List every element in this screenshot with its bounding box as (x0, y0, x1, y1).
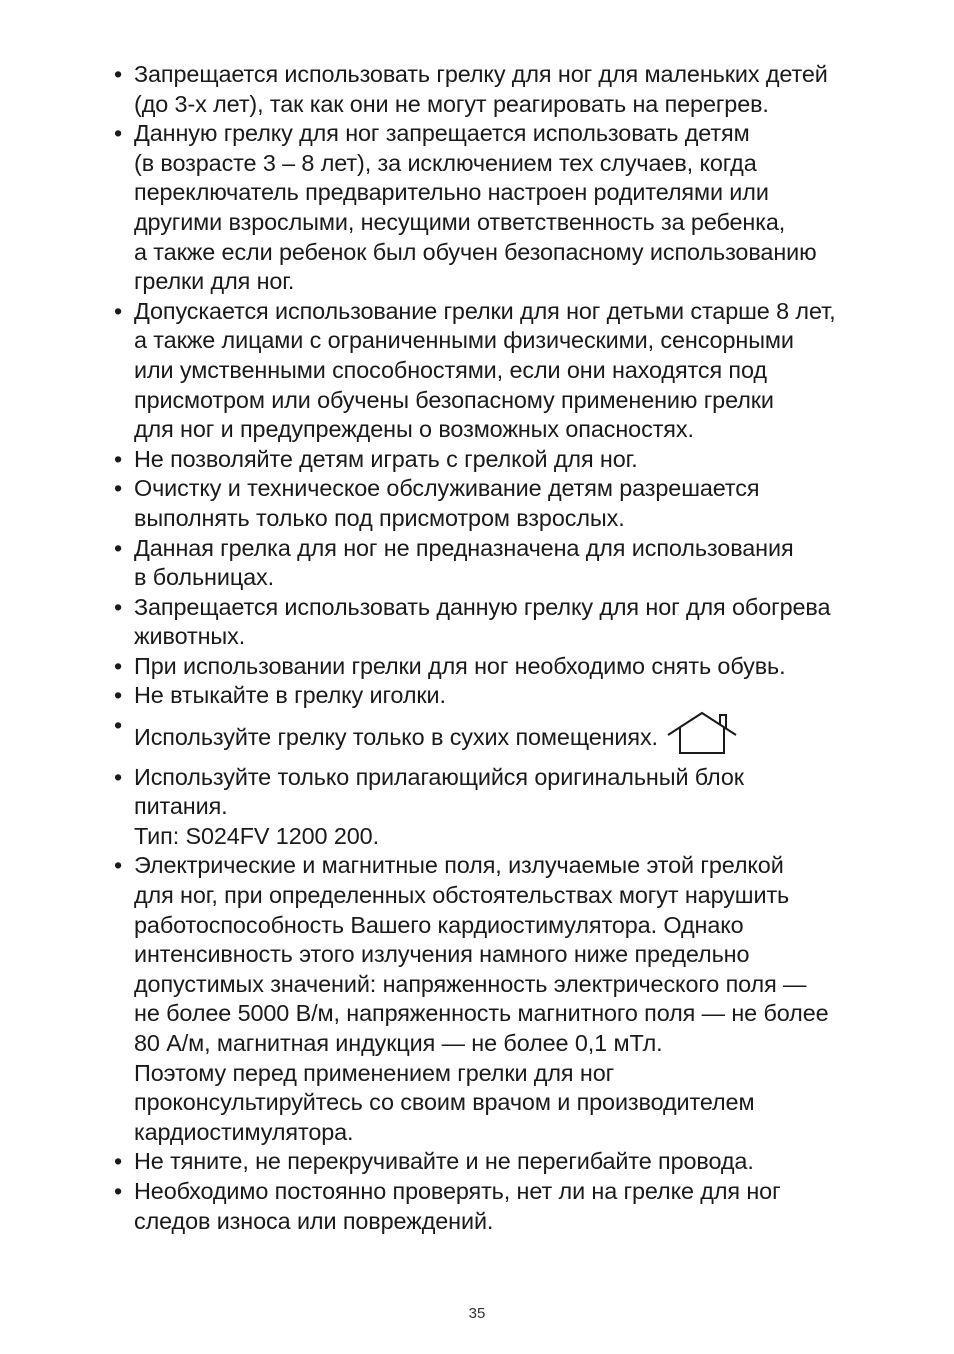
bullet-marker: • (114, 712, 123, 739)
text-line: Допускается использование грелки для ног детьми старше 8 лет, (134, 297, 836, 324)
text-line: Данную грелку для ног запрещается использовать детям (134, 120, 750, 147)
list-item (112, 681, 902, 711)
bullet-marker: • (114, 593, 123, 620)
list-item (112, 474, 902, 533)
bullet-marker: • (114, 120, 123, 147)
text-line: интенсивность этого излучения намного ниже предельно (134, 941, 750, 968)
list-item (112, 1177, 902, 1236)
bullet-marker: • (114, 534, 123, 561)
house-icon (666, 711, 738, 763)
text-line: (в возрасте 3 – 8 лет), за исключением тех случаев, когда (134, 149, 757, 176)
bullet-marker: • (114, 445, 123, 472)
list-item (112, 711, 902, 763)
text-line (134, 711, 902, 763)
text-line: другими взрослыми, несущими ответственность за ребенка, (134, 208, 786, 235)
text-line: не более 5000 В/м, напряженность магнитного поля — не более (134, 1000, 829, 1027)
text-line: а также лицами с ограниченными физическими, сенсорными (134, 327, 794, 354)
list-item (112, 119, 902, 297)
text-line: проконсультируйтесь со своим врачом и производителем (134, 1089, 755, 1116)
text-line: или умственными способностями, если они находятся под (134, 356, 767, 383)
list-item (112, 593, 902, 652)
text-line: животных. (134, 623, 246, 650)
safety-instructions-list (112, 60, 902, 1236)
text-line: Запрещается использовать грелку для ног для маленьких детей (134, 61, 828, 87)
power-supply-type: Тип: S024FV 1200 200. (134, 822, 379, 849)
list-item (112, 445, 902, 475)
text-line: 80 А/м, магнитная индукция — не более 0,1 мТл. (134, 1030, 663, 1056)
text-line: присмотром или обучены безопасному применению грелки (134, 386, 774, 413)
text-line: в больницах. (134, 564, 275, 591)
text-line: следов износа или повреждений. (134, 1207, 494, 1234)
bullet-marker: • (114, 682, 123, 709)
list-item (112, 60, 902, 119)
text-line: Необходимо постоянно проверять, нет ли на грелке для ног (134, 1177, 781, 1204)
text-line: допустимых значений: напряженность электрического поля — (134, 970, 807, 997)
text-line: а также если ребенок был обучен безопасному использованию (134, 238, 817, 265)
bullet-marker: • (114, 475, 123, 502)
list-item (112, 1147, 902, 1177)
text-line: грелки для ног. (134, 268, 295, 295)
list-item (112, 652, 902, 682)
page-content (112, 60, 902, 1236)
list-item (112, 763, 902, 852)
text-line: переключатель предварительно настроен родителями или (134, 179, 769, 206)
text-line: для ног, при определенных обстоятельствах могут нарушить (134, 882, 790, 909)
list-item (112, 297, 902, 445)
list-item (112, 851, 902, 1147)
text-line: Не позволяйте детям играть с грелкой для ног. (134, 445, 638, 472)
text-line: Не тяните, не перекручивайте и не перегибайте провода. (134, 1148, 754, 1175)
page-number: 35 (468, 1305, 486, 1322)
text-line: Используйте только прилагающийся оригинальный блок (134, 763, 744, 790)
text-line: При использовании грелки для ног необходимо снять обувь. (134, 652, 786, 679)
text-line: Запрещается использовать данную грелку для ног для обогрева (134, 593, 831, 620)
bullet-marker: • (114, 763, 123, 790)
bullet-marker: • (114, 1148, 123, 1175)
text-line: Не втыкайте в грелку иголки. (134, 682, 446, 709)
dry-rooms-text: Используйте грелку только в сухих помещениях. (134, 724, 658, 751)
text-line: Очистку и техническое обслуживание детям разрешается (134, 475, 760, 502)
bullet-marker: • (114, 852, 123, 879)
text-line: работоспособность Вашего кардиостимулятора. Однако (134, 911, 744, 938)
bullet-marker: • (114, 652, 123, 679)
bullet-marker: • (114, 1177, 123, 1204)
bullet-marker: • (114, 61, 123, 87)
list-item (112, 534, 902, 593)
bullet-marker: • (114, 297, 123, 324)
text-line: Поэтому перед применением грелки для ног (134, 1059, 615, 1086)
text-line: Электрические и магнитные поля, излучаемые этой грелкой (134, 852, 784, 879)
text-line: Данная грелка для ног не предназначена для использования (134, 534, 794, 561)
text-line: кардиостимулятора. (134, 1118, 354, 1145)
text-line: для ног и предупреждены о возможных опасностях. (134, 416, 694, 443)
text-line: питания. (134, 793, 228, 820)
text-line: (до 3-х лет), так как они не могут реагировать на перегрев. (134, 90, 769, 117)
text-line: выполнять только под присмотром взрослых. (134, 504, 625, 531)
